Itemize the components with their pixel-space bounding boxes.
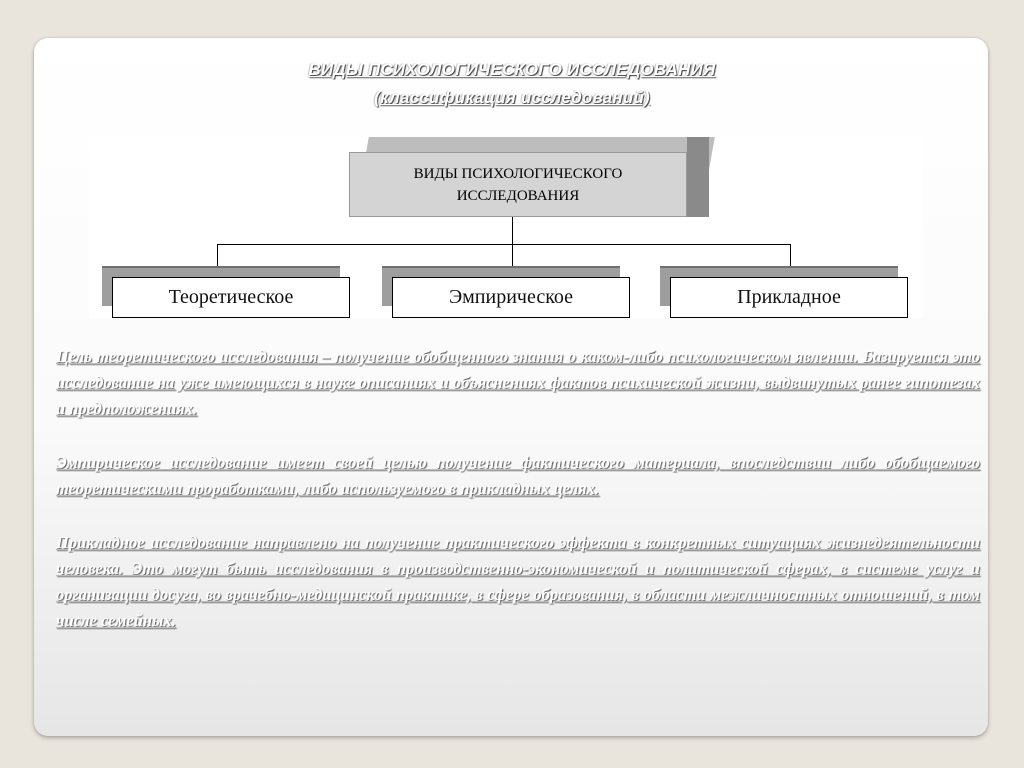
root-box-line1: ВИДЫ ПСИХОЛОГИЧЕСКОГО (413, 166, 623, 182)
child-box-empirical: Эмпирическое (392, 277, 630, 318)
root-box-side-face (687, 137, 709, 217)
slide-title: ВИДЫ ПСИХОЛОГИЧЕСКОГО ИССЛЕДОВАНИЯ (308, 60, 716, 79)
connector-root-down (512, 217, 513, 245)
root-box (349, 152, 687, 217)
child-box-applied: Прикладное (670, 277, 908, 318)
paragraph-theoretical: Цель теоретического исследования – получение обобщенного знания о каком-либо психологическом явлении. Базируется это исследование на уже имеющихся в науке описаниях и объяснениях фактов психической жизни, выдвинутых ранее гипотезах и предположениях. (56, 347, 980, 418)
root-box-line2: ИССЛЕДОВАНИЯ (456, 188, 580, 204)
slide-subtitle: (классификация исследований) (374, 88, 650, 107)
paragraph-empirical: Эмпирическое исследование имеет своей целью получение фактического материала, впоследствии либо обобщаемого теоретическими проработками, либо используемого в прикладных целях. (56, 453, 980, 498)
child-box-theoretical: Теоретическое (112, 277, 350, 318)
connector-horizontal (217, 244, 791, 245)
paragraph-applied: Прикладное исследование направлено на получение практического эффекта в конкретных ситуациях жизнедеятельности человека. Это могут быть исследования в производственно-экономической и политической сферах, в системе услуг и организации досуга, во врачебно-медицинской практике, в сфере образования, в области межличностных отношений, в том числе семейных. (56, 533, 980, 630)
